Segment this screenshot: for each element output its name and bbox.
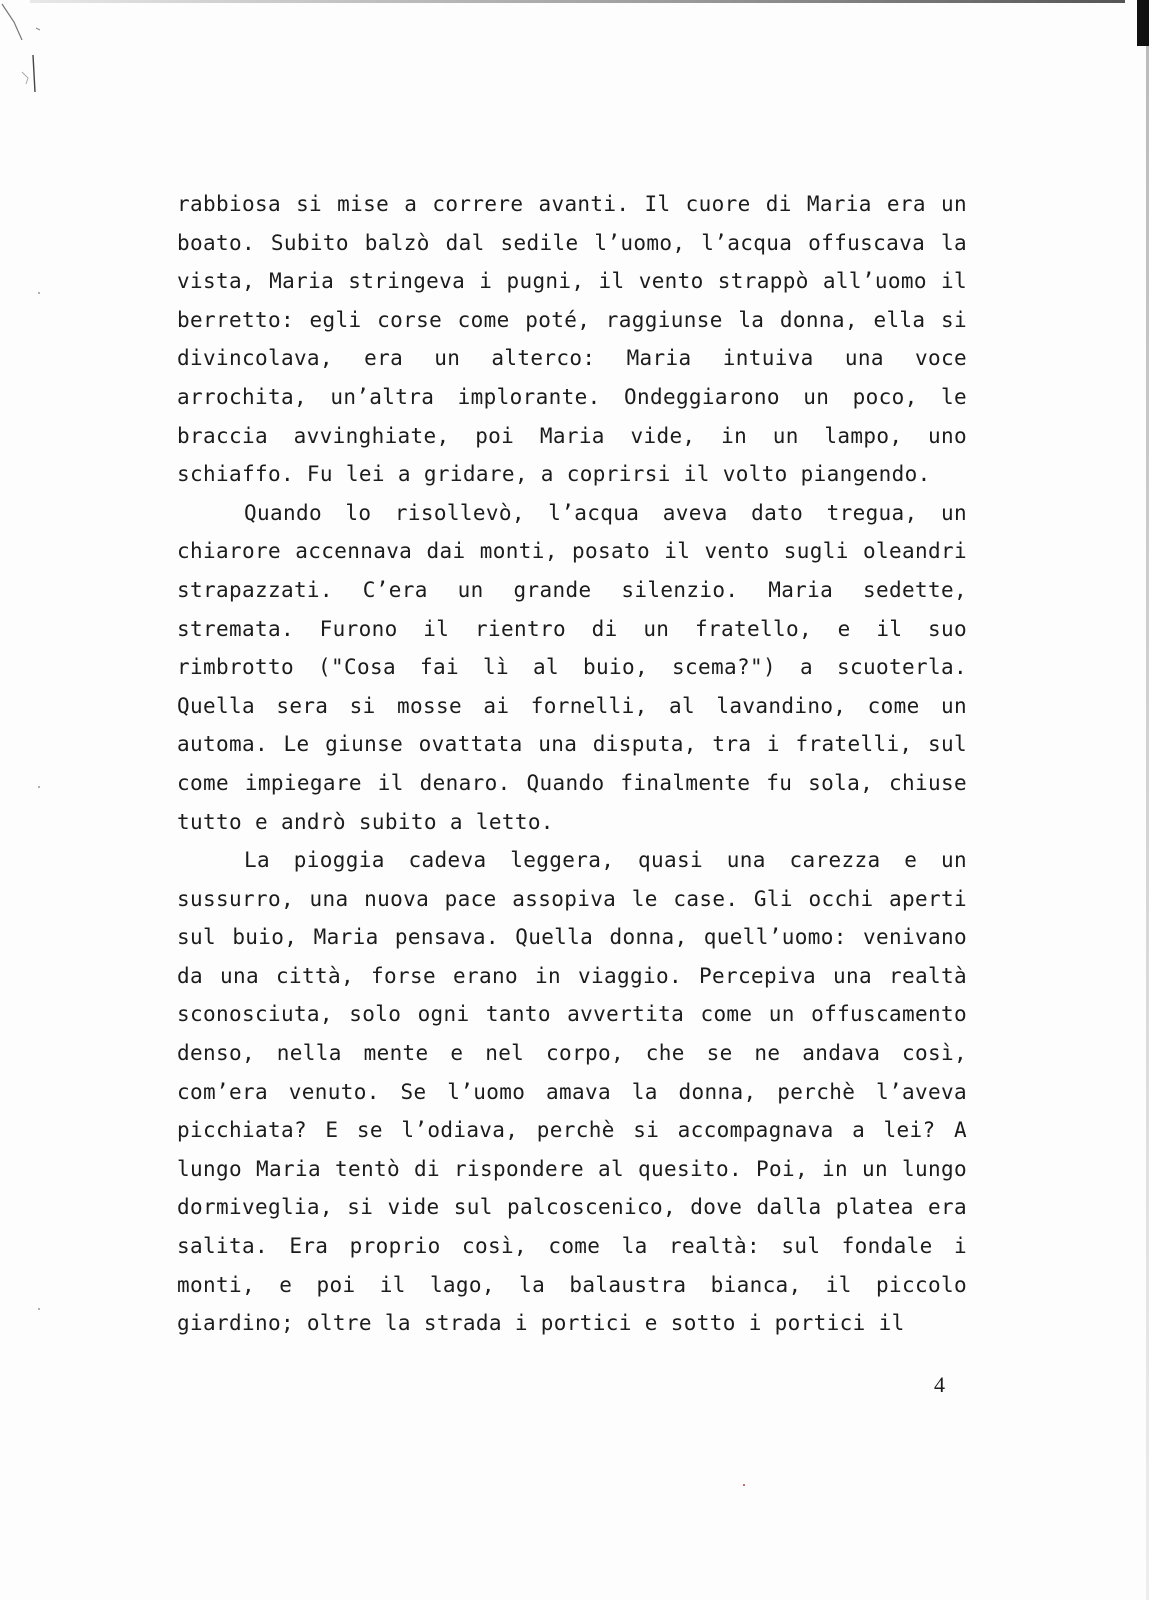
- scan-speck: [38, 1308, 40, 1310]
- scan-speck: [38, 786, 40, 788]
- page-number: 4: [934, 1372, 945, 1397]
- paragraph-3: La pioggia cadeva leggera, quasi una carezza e un sussurro, una nuova pace assopiva le case. Gli occhi aperti sul buio, Maria pensava. Quella donna, quell’uomo: venivano da una città, forse erano in viaggio. Percepiva una realtà sconosciuta, solo ogni tanto avvertita come un offuscamento denso, nella mente e nel corpo, che se ne andava così, com’era venuto. Se l’uomo amava la donna, perchè l’aveva picchiata? E se l’odiava, perchè si accompagnava a lei? A lungo Maria tentò di rispondere al quesito. Poi, in un lungo dormiveglia, si vide sul palcoscenico, dove dalla platea era salita. Era proprio così, come la realtà: sul fondale i monti, e poi il lago, la balaustra bianca, il piccolo giardino; oltre la strada i portici e sotto i portici il: [177, 848, 967, 1336]
- body-text: [177, 185, 967, 1343]
- scan-top-edge-line: [30, 0, 1125, 3]
- scan-right-edge-shadow: [1137, 0, 1149, 46]
- scan-speck: [38, 292, 40, 294]
- scan-speck-red: [743, 1484, 745, 1486]
- paragraph-1: rabbiosa si mise a correre avanti. Il cuore di Maria era un boato. Subito balzò dal sedile l’uomo, l’acqua offuscava la vista, Maria stringeva i pugni, il vento strappò all’uomo il berretto: egli corse come poté, raggiunse la donna, ella si divincolava, era un alterco: Maria intuiva una voce arrochita, un’altra implorante. Ondeggiarono un poco, le braccia avvinghiate, poi Maria vide, in un lampo, uno schiaffo. Fu lei a gridare, a coprirsi il volto piangendo.: [177, 192, 967, 487]
- corner-scan-marks: [0, 0, 60, 100]
- paragraph-2: Quando lo risollevò, l’acqua aveva dato tregua, un chiarore accennava dai monti, posato il vento sugli oleandri strapazzati. C’era un grande silenzio. Maria sedette, stremata. Furono il rientro di un fratello, e il suo rimbrotto ("Cosa fai lì al buio, scema?") a scuoterla. Quella sera si mosse ai fornelli, al lavandino, come un automa. Le giunse ovattata una disputa, tra i fratelli, sul come impiegare il denaro. Quando finalmente fu sola, chiuse tutto e andrò subito a letto.: [177, 500, 967, 834]
